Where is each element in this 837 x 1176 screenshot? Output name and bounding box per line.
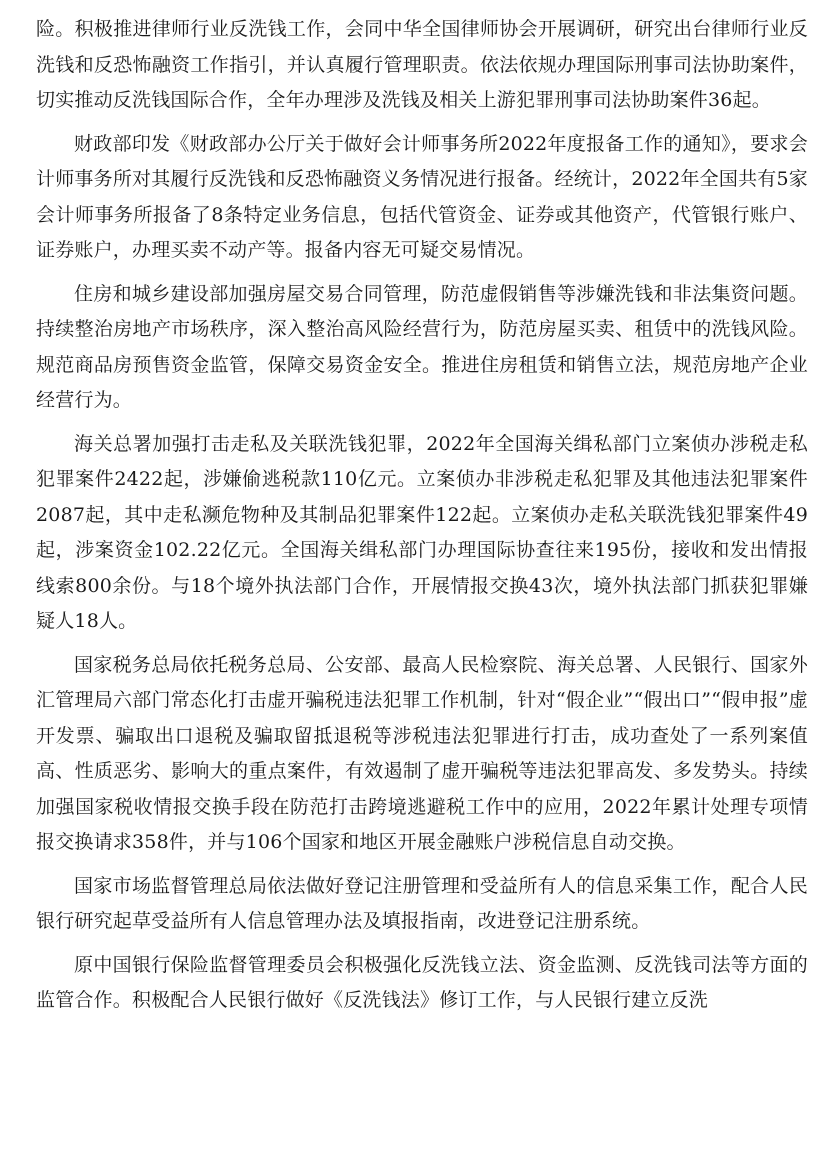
- paragraph-taxation: 国家税务总局依托税务总局、公安部、最高人民检察院、海关总署、人民银行、国家外汇管理局六部门常态化打击虚开骗税违法犯罪工作机制，针对“假企业”“假出口”“假申报”虚开发票、骗取出口退税及骗取留抵退税等涉税违法犯罪进行打击，成功查处了一系列案值高、性质恶劣、影响大的重点案件，有效遏制了虚开骗税等违法犯罪高发、多发势头。持续加强国家税收情报交换手段在防范打击跨境逃避税工作中的应用，2022年累计处理专项情报交换请求358件，并与106个国家和地区开展金融账户涉税信息自动交换。: [36, 653, 808, 853]
- paragraph-housing-ministry: 住房和城乡建设部加强房屋交易合同管理，防范虚假销售等涉嫌洗钱和非法集资问题。持续整治房地产市场秩序，深入整治高风险经营行为，防范房屋买卖、租赁中的洗钱风险。规范商品房预售资金监管，保障交易资金安全。推进住房租赁和销售立法，规范房地产企业经营行为。: [36, 282, 808, 411]
- body-text: [36, 12, 808, 1027]
- paragraph-banking-insurance: 原中国银行保险监督管理委员会积极强化反洗钱立法、资金监测、反洗钱司法等方面的监管合作。积极配合人民银行做好《反洗钱法》修订工作，与人民银行建立反洗: [36, 953, 808, 1011]
- paragraph-ministry-of-finance: 财政部印发《财政部办公厅关于做好会计师事务所2022年度报备工作的通知》，要求会计师事务所对其履行反洗钱和反恐怖融资义务情况进行报备。经统计，2022年全国共有5家会计师事务所报备了8条特定业务信息，包括代管资金、证券或其他资产，代管银行账户、证券账户，办理买卖不动产等。报备内容无可疑交易情况。: [36, 132, 808, 261]
- paragraph-customs: 海关总署加强打击走私及关联洗钱犯罪，2022年全国海关缉私部门立案侦办涉税走私犯罪案件2422起，涉嫌偷逃税款110亿元。立案侦办非涉税走私犯罪及其他违法犯罪案件2087起，其中走私濒危物种及其制品犯罪案件122起。立案侦办走私关联洗钱犯罪案件49起，涉案资金102.22亿元。全国海关缉私部门办理国际协查往来195份，接收和发出情报线索800余份。与18个境外执法部门合作，开展情报交换43次，境外执法部门抓获犯罪嫌疑人18人。: [36, 432, 808, 632]
- paragraph-market-regulation: 国家市场监督管理总局依法做好登记注册管理和受益所有人的信息采集工作，配合人民银行研究起草受益所有人信息管理办法及填报指南，改进登记注册系统。: [36, 874, 808, 932]
- paragraph-continuation-lawyers: 险。积极推进律师行业反洗钱工作，会同中华全国律师协会开展调研，研究出台律师行业反洗钱和反恐怖融资工作指引，并认真履行管理职责。依法依规办理国际刑事司法协助案件，切实推动反洗钱国际合作，全年办理涉及洗钱及相关上游犯罪刑事司法协助案件36起。: [36, 18, 808, 111]
